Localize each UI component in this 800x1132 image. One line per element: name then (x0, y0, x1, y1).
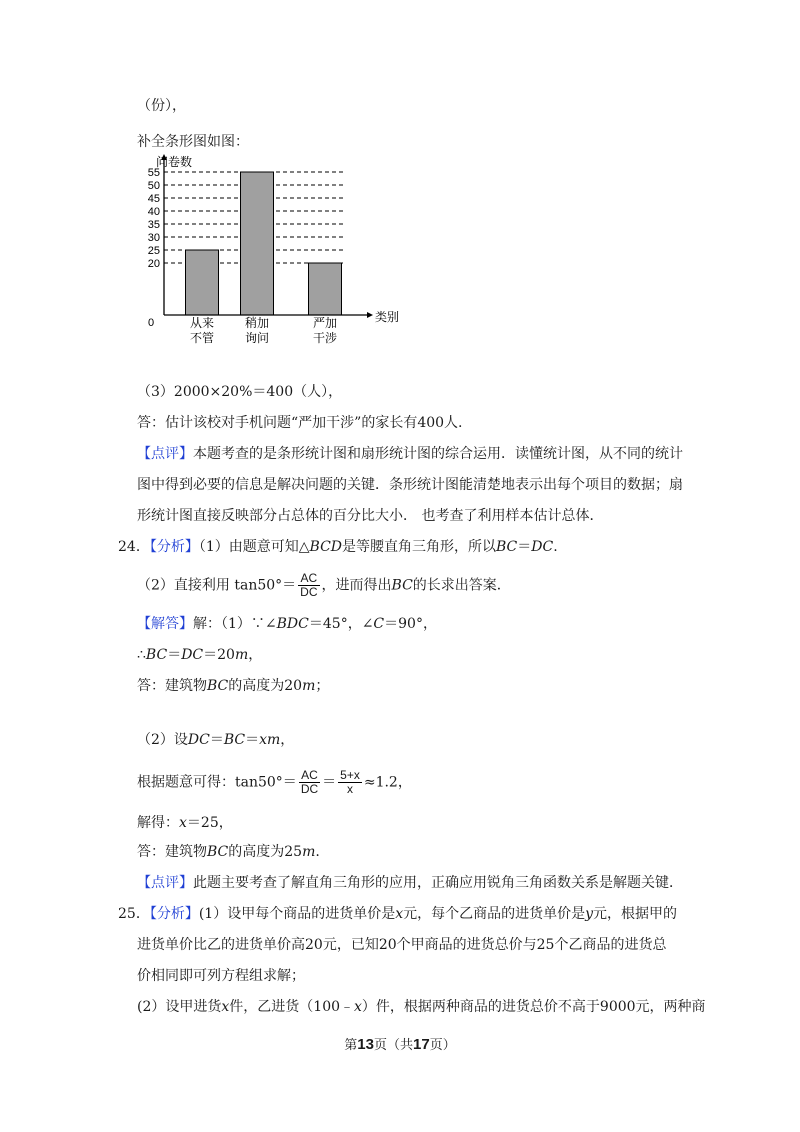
text-line-4: 答：估计该校对手机问题“严加干涉”的家长有400人. (137, 415, 463, 431)
text-line-6: 图中得到必要的信息是解决问题的关键．条形统计图能清楚地表示出每个项目的数据；扇 (137, 477, 683, 493)
page-footer: 第13页（共17页） (344, 1036, 456, 1053)
solution-line-7: 答：建筑物BC的高度为25m. (137, 844, 320, 860)
comment-tag: 【点评】 (137, 875, 193, 891)
x-category-label: 严加 (312, 316, 338, 330)
x-category-label: 稍加 (244, 316, 270, 330)
text-line-1: （份）， (137, 98, 186, 114)
x-category-label: 从来 (189, 316, 215, 330)
solution-line-5: 根据题意可得：tan50°＝ $\frac{AC}{DC}$ ＝ $\frac{5+x}{x}$ ≈1.2， (137, 768, 412, 796)
question-25-analysis: 25．【分析】(1）设甲每个商品的进货单价是x元，每个乙商品的进货单价是y元，根据甲的 (118, 906, 678, 922)
y-tick-label: 20 (147, 258, 160, 270)
current-page: 13 (357, 1036, 374, 1053)
comment-paragraph-1: 【点评】本题考查的是条形统计图和扇形统计图的综合运用．读懂统计图，从不同的统计 (137, 446, 683, 462)
bar (241, 172, 274, 315)
x-category-label: 干涉 (312, 331, 338, 345)
y-tick-label: 50 (147, 180, 160, 192)
x-axis-arrow (367, 312, 373, 318)
comment-tag: 【点评】 (137, 446, 193, 462)
y-tick-label: 40 (147, 206, 160, 218)
origin-label: 0 (148, 317, 155, 329)
y-tick-label: 30 (147, 232, 160, 244)
text-line-7: 形统计图直接反映部分占总体的百分比大小． 也考查了利用样本估计总体． (137, 508, 604, 524)
solution-line-2: ∴BC＝DC＝20m， (137, 647, 263, 663)
text-line-21: (2）设甲进货x件，乙进货（100﹣x）件，根据两种商品的进货总价不高于9000元，两种商 (137, 999, 706, 1015)
analysis-tag: 【分析】 (149, 906, 199, 922)
fraction-ac-dc: $\frac{AC}{DC}$ (300, 571, 318, 599)
solution-line-3: 答：建筑物BC的高度为20m； (137, 678, 330, 694)
x-category-label: 询问 (244, 331, 270, 345)
x-axis-title: 类别 (375, 310, 400, 324)
y-tick-label: 35 (147, 219, 160, 231)
question-number: 24． (118, 539, 150, 555)
solution-line-1: 【解答】解：（1）∵∠BDC＝45°，∠C＝90°， (137, 616, 437, 632)
bar-chart (135, 150, 400, 350)
fraction-ac-dc-2: $\frac{AC}{DC}$ (300, 768, 319, 796)
solution-line-4: （2）设DC＝BC＝xm， (137, 732, 295, 748)
text-line-20: 价相同即可列方程组求解； (137, 968, 305, 984)
text-line-2: 补全条形图如图： (137, 134, 249, 150)
x-category-label: 不管 (189, 331, 215, 345)
text-line-19: 进货单价比乙的进货单价高20元，已知20个甲商品的进货总价与25个乙商品的进货总 (137, 937, 667, 953)
question-24-analysis: 24．【分析】（1）由题意可知△BCD是等腰直角三角形，所以BC＝DC. (118, 539, 558, 555)
bar (309, 263, 342, 315)
comment-paragraph-2: 【点评】此题主要考查了解直角三角形的应用，正确应用锐角三角函数关系是解题关键． (137, 875, 683, 891)
solution-tag: 【解答】 (137, 616, 193, 632)
bar (186, 250, 219, 315)
text-line-3: （3）2000×20%＝400（人）， (137, 384, 343, 400)
solution-line-6: 解得：x＝25， (137, 815, 233, 831)
text-line-9: （2）直接利用 tan50°＝ $\frac{AC}{DC}$ ，进而得出BC的长求出答案． (137, 571, 511, 599)
total-pages: 17 (413, 1036, 430, 1053)
y-axis-title: 问卷数 (156, 155, 193, 169)
y-tick-label: 45 (147, 193, 160, 205)
fraction-5x-x: $\frac{5+x}{x}$ (340, 768, 360, 796)
y-tick-label: 55 (147, 167, 160, 179)
analysis-tag: 【分析】 (149, 539, 199, 555)
y-tick-label: 25 (147, 245, 160, 257)
question-number: 25． (118, 906, 150, 922)
